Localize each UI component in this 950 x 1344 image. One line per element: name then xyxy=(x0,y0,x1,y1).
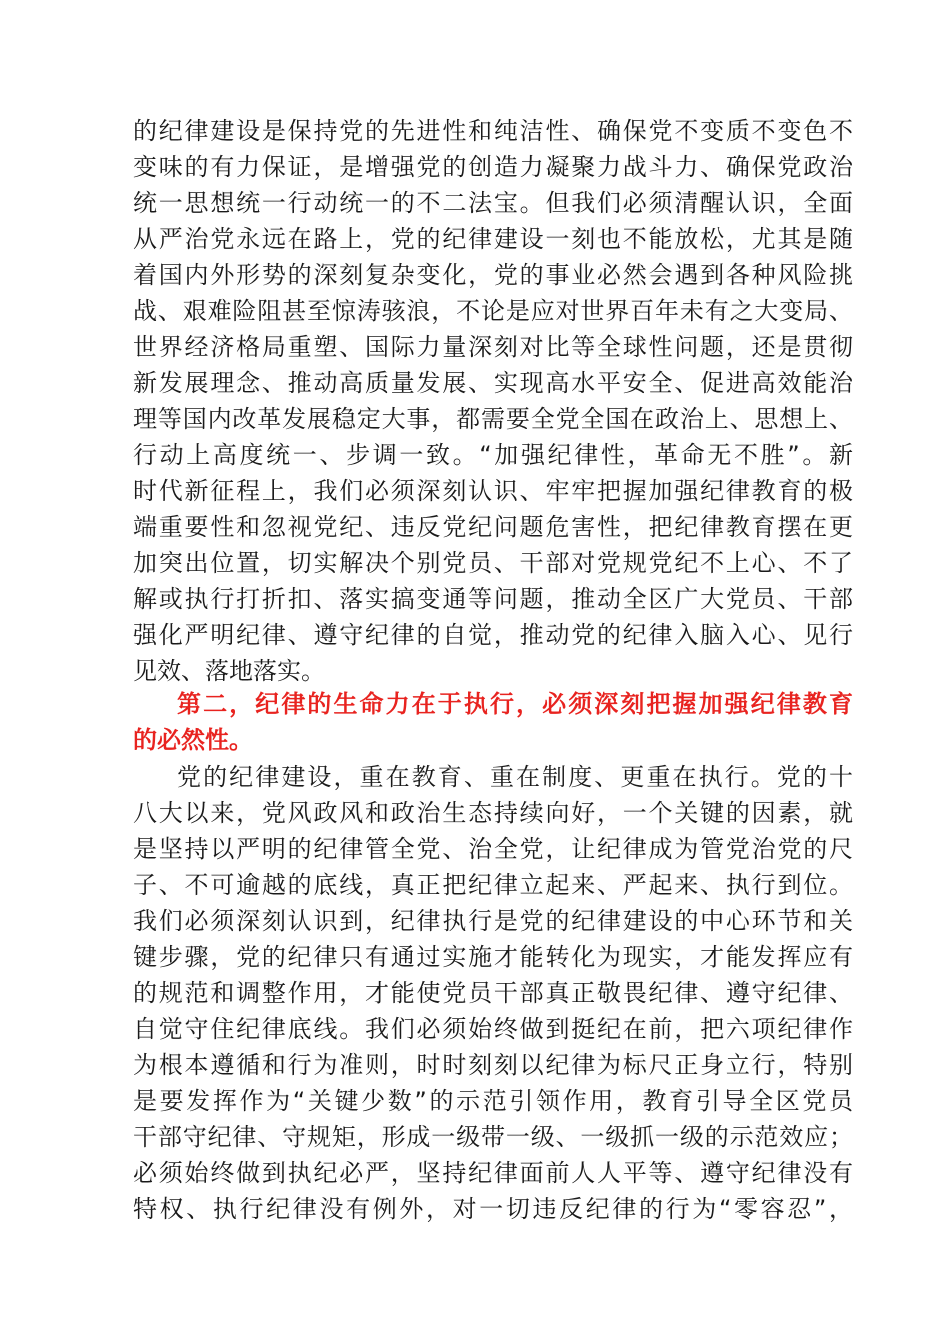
text-line: 见效、落地落实。 xyxy=(133,657,325,685)
heading-line: 的必然性。 xyxy=(133,726,253,754)
text-line: 强化严明纪律、遵守纪律的自觉，推动党的纪律入脑入心、见行 xyxy=(133,621,853,649)
text-line: 的规范和调整作用，才能使党员干部真正敬畏纪律、遵守纪律、 xyxy=(133,979,853,1007)
text-line: 我们必须深刻认识到，纪律执行是党的纪律建设的中心环节和关 xyxy=(133,907,853,935)
text-line: 干部守纪律、守规矩，形成一级带一级、一级抓一级的示范效应； xyxy=(133,1123,853,1151)
text-line: 是要发挥作为“关键少数”的示范引领作用，教育引导全区党员 xyxy=(133,1087,853,1115)
text-line: 八大以来，党风政风和政治生态持续向好，一个关键的因素，就 xyxy=(133,799,853,827)
text-line: 时代新征程上，我们必须深刻认识、牢牢把握加强纪律教育的极 xyxy=(133,477,853,505)
text-line: 战、艰难险阻甚至惊涛骇浪，不论是应对世界百年未有之大变局、 xyxy=(133,297,853,325)
text-line: 键步骤，党的纪律只有通过实施才能转化为现实，才能发挥应有 xyxy=(133,943,853,971)
text-line: 着国内外形势的深刻复杂变化，党的事业必然会遇到各种风险挑 xyxy=(133,261,853,289)
text-line: 端重要性和忽视党纪、违反党纪问题危害性，把纪律教育摆在更 xyxy=(133,513,853,541)
text-line: 自觉守住纪律底线。我们必须始终做到挺纪在前，把六项纪律作 xyxy=(133,1015,853,1043)
text-line: 理等国内改革发展稳定大事，都需要全党全国在政治上、思想上、 xyxy=(133,405,853,433)
paragraph-discipline-building xyxy=(133,113,853,689)
text-line: 加突出位置，切实解决个别党员、干部对党规党纪不上心、不了 xyxy=(133,549,853,577)
text-line: 新发展理念、推动高质量发展、实现高水平安全、促进高效能治 xyxy=(133,369,853,397)
text-line: 必须始终做到执纪必严，坚持纪律面前人人平等、遵守纪律没有 xyxy=(133,1159,853,1187)
text-line: 子、不可逾越的底线，真正把纪律立起来、严起来、执行到位。 xyxy=(133,871,853,899)
text-line: 变味的有力保证，是增强党的创造力凝聚力战斗力、确保党政治 xyxy=(133,153,853,181)
heading-line: 第二，纪律的生命力在于执行，必须深刻把握加强纪律教育 xyxy=(177,690,853,718)
text-line: 行动上高度统一、步调一致。“加强纪律性，革命无不胜”。新 xyxy=(133,441,853,469)
text-line: 是坚持以严明的纪律管全党、治全党，让纪律成为管党治党的尺 xyxy=(133,835,853,863)
section-heading-second xyxy=(133,686,853,758)
text-line: 党的纪律建设，重在教育、重在制度、更重在执行。党的十 xyxy=(177,763,853,791)
text-line: 从严治党永远在路上，党的纪律建设一刻也不能放松，尤其是随 xyxy=(133,225,853,253)
text-line: 特权、执行纪律没有例外，对一切违反纪律的行为“零容忍”， xyxy=(133,1195,853,1223)
text-line: 世界经济格局重塑、国际力量深刻对比等全球性问题，还是贯彻 xyxy=(133,333,853,361)
text-line: 的纪律建设是保持党的先进性和纯洁性、确保党不变质不变色不 xyxy=(133,117,853,145)
text-line: 为根本遵循和行为准则，时时刻刻以纪律为标尺正身立行，特别 xyxy=(133,1051,853,1079)
text-line: 统一思想统一行动统一的不二法宝。但我们必须清醒认识，全面 xyxy=(133,189,853,217)
text-line: 解或执行打折扣、落实搞变通等问题，推动全区广大党员、干部 xyxy=(133,585,853,613)
paragraph-discipline-execution xyxy=(133,759,853,1227)
